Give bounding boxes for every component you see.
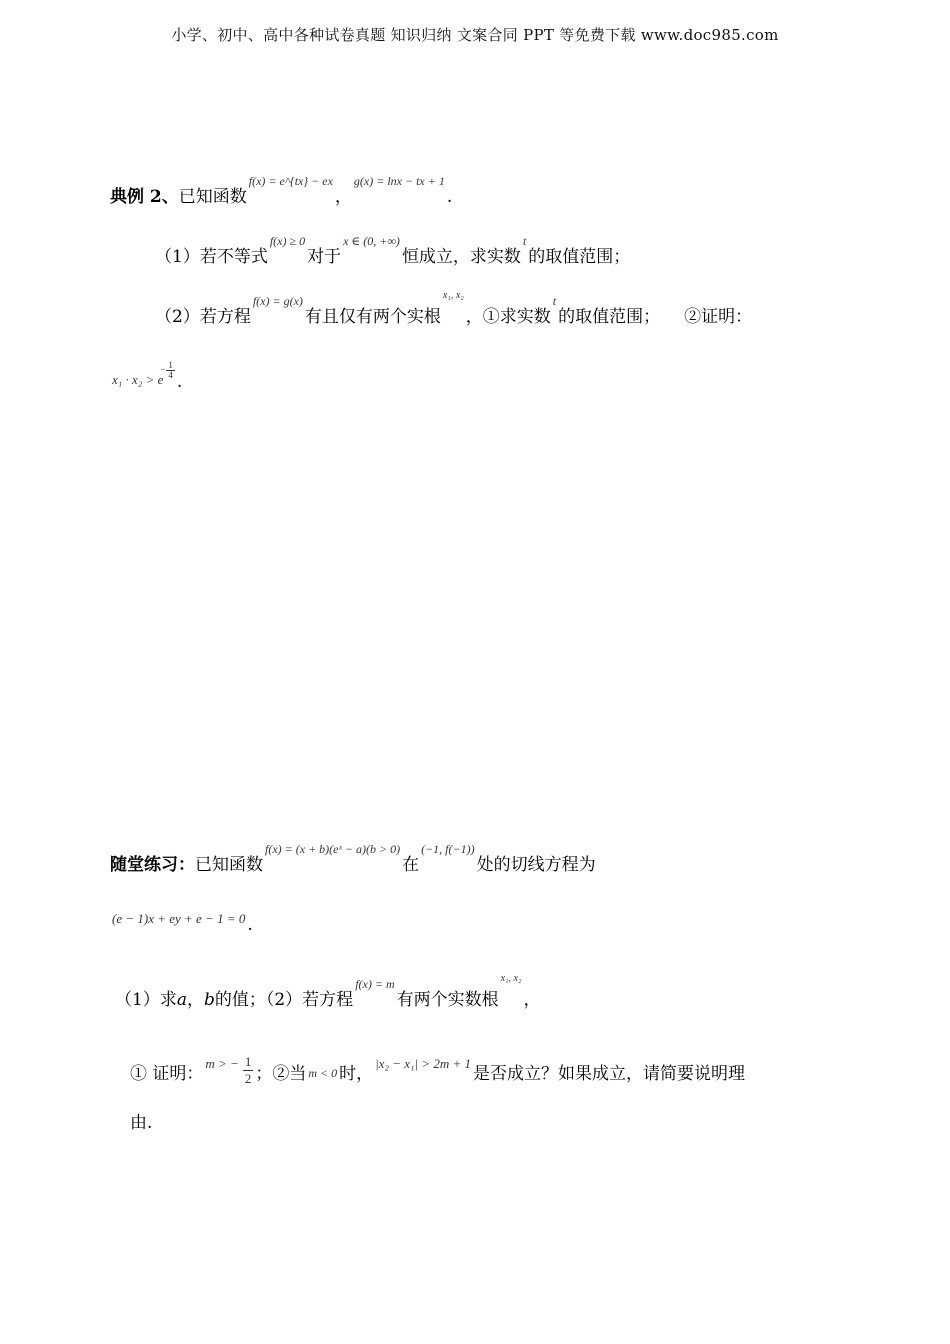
var-a: a [176, 990, 187, 1010]
part1-var-t: t [522, 234, 527, 248]
part2-text: 有且仅有两个实根 [304, 307, 441, 327]
var-b: b [203, 990, 215, 1010]
practice-f-definition: f(x) = (x + b)(eˣ − a)(b > 0) [265, 842, 401, 856]
example2-intro: 已知函数 [178, 187, 247, 207]
example2-g-definition: g(x) = lnx − tx + 1 [353, 174, 445, 188]
example2-label: 典例 2、 [110, 187, 179, 207]
questions-end: ， [523, 990, 541, 1010]
sub1-fraction [243, 1054, 254, 1087]
practice-sub1 [130, 1054, 746, 1091]
part2-roots: x₁, x₂ [442, 290, 464, 301]
part1-inequality: f(x) ≥ 0 [269, 234, 306, 248]
questions-mid: 的值；（2）若方程 [214, 990, 354, 1010]
practice-questions [115, 973, 541, 1010]
practice-point: (−1, f(−1)) [421, 842, 475, 856]
sub1-abs-inequality: |x₂ − x₁| > 2m + 1 [375, 1056, 472, 1071]
page-header: 小学、初中、高中各种试卷真题 知识归纳 文案合同 PPT 等免费下载 www.doc985.com [171, 26, 779, 44]
part1-domain: x ∈ (0, +∞) [343, 234, 400, 248]
part1-for: 对于 [307, 247, 342, 267]
example2-part2 [155, 290, 753, 327]
part1-text: 恒成立，求实数 [401, 247, 521, 267]
exponent-sign: − [160, 364, 166, 374]
practice-sub2 [130, 1108, 152, 1133]
example2-end: . [446, 187, 453, 207]
fraction-denominator: 2 [244, 1071, 252, 1086]
questions-prefix: （1）求 [115, 990, 177, 1010]
exponent-numerator: 1 [168, 360, 173, 370]
practice-line1 [110, 842, 596, 875]
sub1-condition: m < 0 [308, 1066, 338, 1080]
sub1-sep: ；②当 [255, 1064, 307, 1084]
questions-roots: x₁, x₂ [500, 973, 522, 984]
part2-end: 的取值范围； [558, 307, 661, 327]
example2-comma: ， [334, 187, 352, 207]
part1-end: 的取值范围； [528, 247, 631, 267]
fraction-numerator: 1 [244, 1054, 252, 1069]
part2-equation: f(x) = g(x) [252, 294, 303, 308]
sub1-when: 时， [339, 1064, 374, 1084]
sub1-prefix: ① 证明： [130, 1064, 204, 1084]
questions-equation: f(x) = m [355, 977, 395, 991]
questions-sep: ， [186, 990, 204, 1010]
tangent-end: . [247, 915, 253, 935]
conclusion-inequality: x₁ · x₂ > e [112, 372, 164, 387]
sub1-inequality-left: m > − [205, 1056, 239, 1071]
example2-conclusion [110, 360, 183, 392]
practice-tangent: 处的切线方程为 [476, 855, 596, 875]
conclusion-exponent [160, 360, 175, 380]
practice-label: 随堂练习： [110, 855, 195, 875]
practice-at: 在 [402, 855, 420, 875]
part2-text2: ，①求实数 [465, 307, 551, 327]
part2-prove: ②证明： [684, 307, 753, 327]
sub1-text: 是否成立？如果成立，请简要说明理 [473, 1064, 746, 1084]
tangent-equation: (e − 1)x + ey + e − 1 = 0 [112, 911, 246, 926]
example2-line1 [110, 174, 453, 207]
part2-prefix: （2）若方程 [155, 307, 251, 327]
practice-intro: 已知函数 [195, 855, 263, 875]
conclusion-end: . [176, 372, 183, 392]
part1-prefix: （1）若不等式 [155, 247, 268, 267]
example2-part1 [155, 234, 631, 267]
sub2-text: 由. [130, 1113, 153, 1133]
questions-text: 有两个实数根 [396, 990, 499, 1010]
exponent-denominator: 4 [168, 370, 173, 380]
part2-var-t: t [552, 294, 557, 308]
example2-f-definition: f(x) = e^{tx} − ex [248, 174, 333, 188]
practice-tangent-line [110, 911, 253, 935]
